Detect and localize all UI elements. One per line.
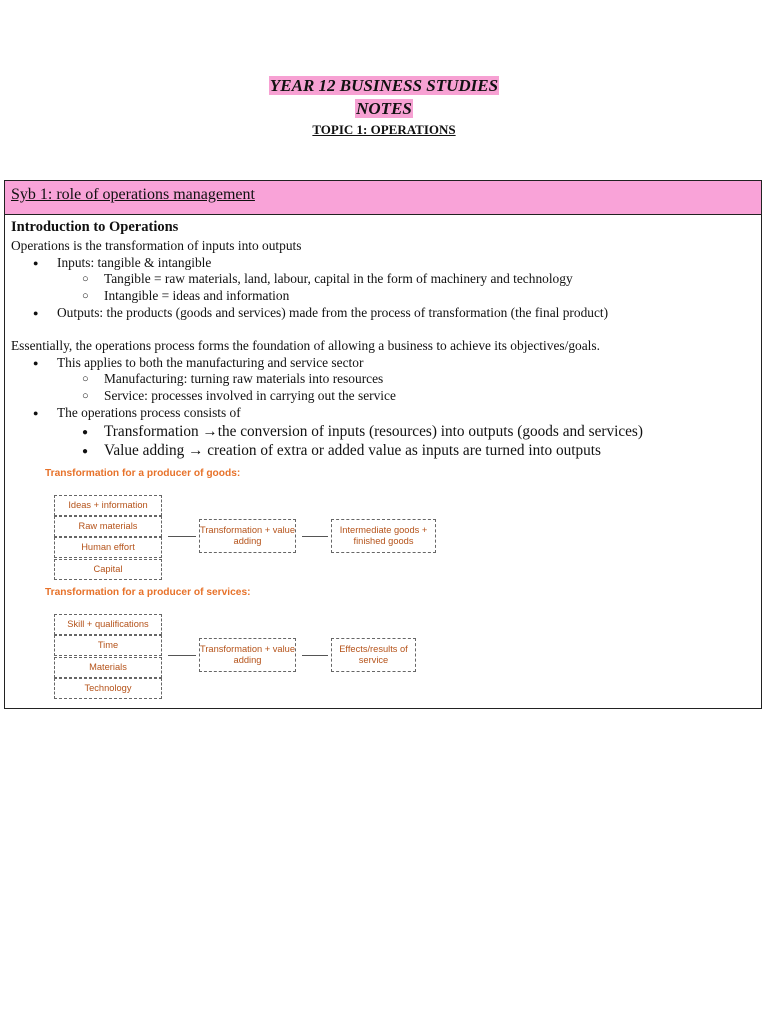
section-heading — [5, 181, 761, 215]
list-item: ○ Service: processes involved in carrying out the service — [11, 388, 761, 405]
document-title-line1 — [0, 76, 768, 96]
services-input-box: Time — [54, 635, 162, 656]
goods-diagram-title: Transformation for a producer of goods: — [45, 468, 241, 479]
connector-line — [302, 536, 328, 537]
notes-body — [5, 215, 761, 461]
section-heading-text: Syb 1: role of operations management — [11, 186, 255, 203]
list-item: ○ Tangible = raw materials, land, labour, capital in the form of machinery and technology — [11, 271, 761, 288]
goods-input-box: Ideas + information — [54, 495, 162, 516]
title-text-1: YEAR 12 BUSINESS STUDIES — [269, 76, 499, 95]
list-item: ○ Manufacturing: turning raw materials into resources — [11, 371, 761, 388]
inputs-outputs-list — [11, 255, 761, 322]
list-item: ● The operations process consists of — [11, 405, 761, 422]
document-title-line2 — [0, 99, 768, 119]
essentially-text: Essentially, the operations process forms the foundation of allowing a business to achieve its objectives/goals. — [11, 337, 600, 353]
list-item: ● Outputs: the products (goods and services) made from the process of transformation (the final product) — [11, 305, 761, 322]
goods-input-box: Human effort — [54, 537, 162, 558]
connector-line — [302, 655, 328, 656]
list-item: ● Inputs: tangible & intangible — [11, 255, 761, 272]
services-diagram-title: Transformation for a producer of services: — [45, 587, 251, 598]
connector-line — [168, 536, 196, 537]
goods-output-box: Intermediate goods + finished goods — [331, 519, 436, 553]
goods-input-box: Raw materials — [54, 516, 162, 537]
title-text-2: NOTES — [356, 99, 412, 118]
topic-text: TOPIC 1: OPERATIONS — [312, 122, 456, 137]
services-input-box: Skill + qualifications — [54, 614, 162, 635]
list-item: ● This applies to both the manufacturing and service sector — [11, 355, 761, 372]
definition-text: Operations is the transformation of inputs into outputs — [11, 237, 302, 253]
intro-title: Introduction to Operations — [11, 219, 179, 235]
topic-heading — [0, 122, 768, 138]
goods-process-box: Transformation + value adding — [199, 519, 296, 553]
list-item: ● Transformation →the conversion of inputs (resources) into outputs (goods and services) — [11, 422, 761, 442]
process-list — [11, 355, 761, 461]
services-input-box: Technology — [54, 678, 162, 699]
list-item: ● Value adding → creation of extra or added value as inputs are turned into outputs — [11, 441, 761, 461]
list-item: ○ Intangible = ideas and information — [11, 288, 761, 305]
services-input-box: Materials — [54, 657, 162, 678]
goods-input-box: Capital — [54, 559, 162, 580]
services-output-box: Effects/results of service — [331, 638, 416, 672]
services-process-box: Transformation + value adding — [199, 638, 296, 672]
connector-line — [168, 655, 196, 656]
